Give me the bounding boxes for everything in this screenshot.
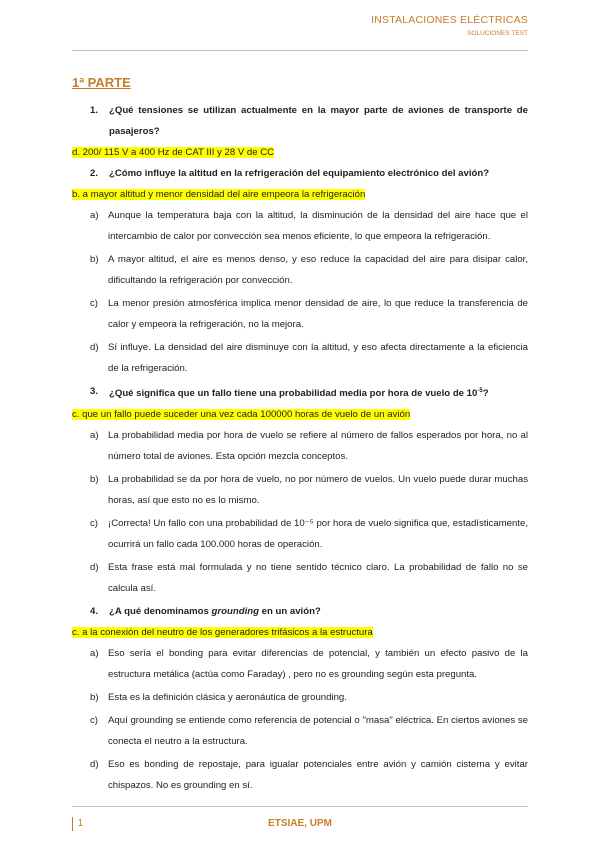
answer-2: b. a mayor altitud y menor densidad del aire empeora la refrigeración xyxy=(72,189,366,200)
header-divider xyxy=(72,50,528,51)
option-item xyxy=(72,754,528,796)
question-text-b: en un avión? xyxy=(258,606,321,618)
option-letter: b) xyxy=(90,254,99,265)
header-subtitle: SOLUCIONES TEST xyxy=(467,30,528,37)
option-item xyxy=(72,337,528,379)
option-item xyxy=(72,249,528,291)
option-text: Esta es la definición clásica y aeronáutica de grounding. xyxy=(108,692,347,704)
option-item xyxy=(72,643,528,685)
option-item xyxy=(72,710,528,752)
question-number: 1. xyxy=(90,105,99,116)
question-4 xyxy=(72,601,528,622)
option-text: Eso sería el bonding para evitar diferencias de potencial, y también un efecto pasivo de la estructura metálica (actúa como Faraday) , pero no es grounding según esta pregunta. xyxy=(108,648,528,681)
question-text-b: ? xyxy=(482,388,489,400)
option-item xyxy=(72,557,528,599)
question-text: ¿Qué tensiones se utilizan actualmente en la mayor parte de aviones de transporte de pasajeros? xyxy=(109,105,528,137)
question-text-a: ¿Qué significa que un fallo tiene una probabilidad media por hora de vuelo de 10 xyxy=(109,388,478,400)
option-item xyxy=(72,425,528,467)
footer-institution: ETSIAE, UPM xyxy=(268,818,332,829)
option-letter: d) xyxy=(90,342,99,353)
option-item xyxy=(72,293,528,335)
option-text: La probabilidad media por hora de vuelo se refiere al número de fallos esperados por hora, no al número total de aviones. Esta opción mezcla conceptos. xyxy=(108,430,528,463)
footer-divider xyxy=(72,806,528,807)
option-text: ¡Correcta! Un fallo con una probabilidad de 10⁻⁵ por hora de vuelo significa que, estadísticamente, ocurrirá un fallo cada 100.000 horas de operación. xyxy=(108,518,528,551)
question-number: 3. xyxy=(90,386,99,397)
option-letter: b) xyxy=(90,474,99,486)
question-2 xyxy=(72,163,528,184)
option-letter: d) xyxy=(90,759,99,771)
question-number: 4. xyxy=(90,606,99,618)
option-text: La probabilidad se da por hora de vuelo, no por número de vuelos. Un vuelo puede durar muchas horas, así que esto no es lo mismo. xyxy=(108,474,528,507)
option-letter: b) xyxy=(90,692,99,704)
test-content xyxy=(72,100,528,798)
option-text: Eso es bonding de repostaje, para igualar potenciales entre avión y camión cisterna y evitar chispazos. No es grounding en sí. xyxy=(108,759,528,792)
question-text-a: ¿A qué denominamos xyxy=(109,606,212,618)
option-text: Aunque la temperatura baja con la altitud, la disminución de la densidad del aire hace que el intercambio de calor por convección sea menos eficiente, lo que empeora la refrigeración. xyxy=(108,210,528,242)
option-letter: c) xyxy=(90,518,98,530)
question-term: grounding xyxy=(211,606,259,618)
question-text xyxy=(109,381,528,404)
option-letter: a) xyxy=(90,430,99,442)
header-title: INSTALACIONES ELÉCTRICAS xyxy=(371,14,528,26)
option-text: A mayor altitud, el aire es menos denso, y eso reduce la capacidad del aire para disipar calor, dificultando la refrigeración por convección. xyxy=(108,254,528,286)
question-1 xyxy=(72,100,528,142)
exponent: -5 xyxy=(477,388,483,394)
option-item xyxy=(72,513,528,555)
page-number-value: 1 xyxy=(77,818,84,829)
part-title: 1ª PARTE xyxy=(72,75,131,90)
answer-3: c. que un fallo puede suceder una vez cada 100000 horas de vuelo de un avión xyxy=(72,409,411,421)
option-item xyxy=(72,205,528,247)
option-letter: c) xyxy=(90,715,98,727)
answer-1: d. 200/ 115 V a 400 Hz de CAT III y 28 V de CC xyxy=(72,147,275,158)
option-letter: a) xyxy=(90,648,99,660)
option-text: Aquí grounding se entiende como referencia de potencial o "masa" eléctrica. En ciertos aviones se conecta el neutro a la estructura. xyxy=(108,715,528,748)
option-item xyxy=(72,687,528,708)
option-text: Esta frase está mal formulada y no tiene sentido técnico claro. La probabilidad de fallo no se calcula así. xyxy=(108,562,528,595)
option-letter: c) xyxy=(90,298,98,309)
question-text: ¿Cómo influye la altitud en la refrigeración del equipamiento electrónico del avión? xyxy=(109,168,490,179)
option-item xyxy=(72,469,528,511)
option-letter: d) xyxy=(90,562,99,574)
option-text: La menor presión atmosférica implica menor densidad de aire, lo que reduce la transferencia de calor y empeora la refrigeración, no la mejora. xyxy=(108,298,528,330)
question-text xyxy=(109,601,528,622)
question-number: 2. xyxy=(90,168,99,179)
option-letter: a) xyxy=(90,210,99,221)
answer-4: c. a la conexión del neutro de los generadores trifásicos a la estructura xyxy=(72,627,373,639)
option-text: Sí influye. La densidad del aire disminuye con la altitud, y eso afecta directamente a la eficiencia de la refrigeración. xyxy=(108,342,528,374)
question-3 xyxy=(72,381,528,404)
